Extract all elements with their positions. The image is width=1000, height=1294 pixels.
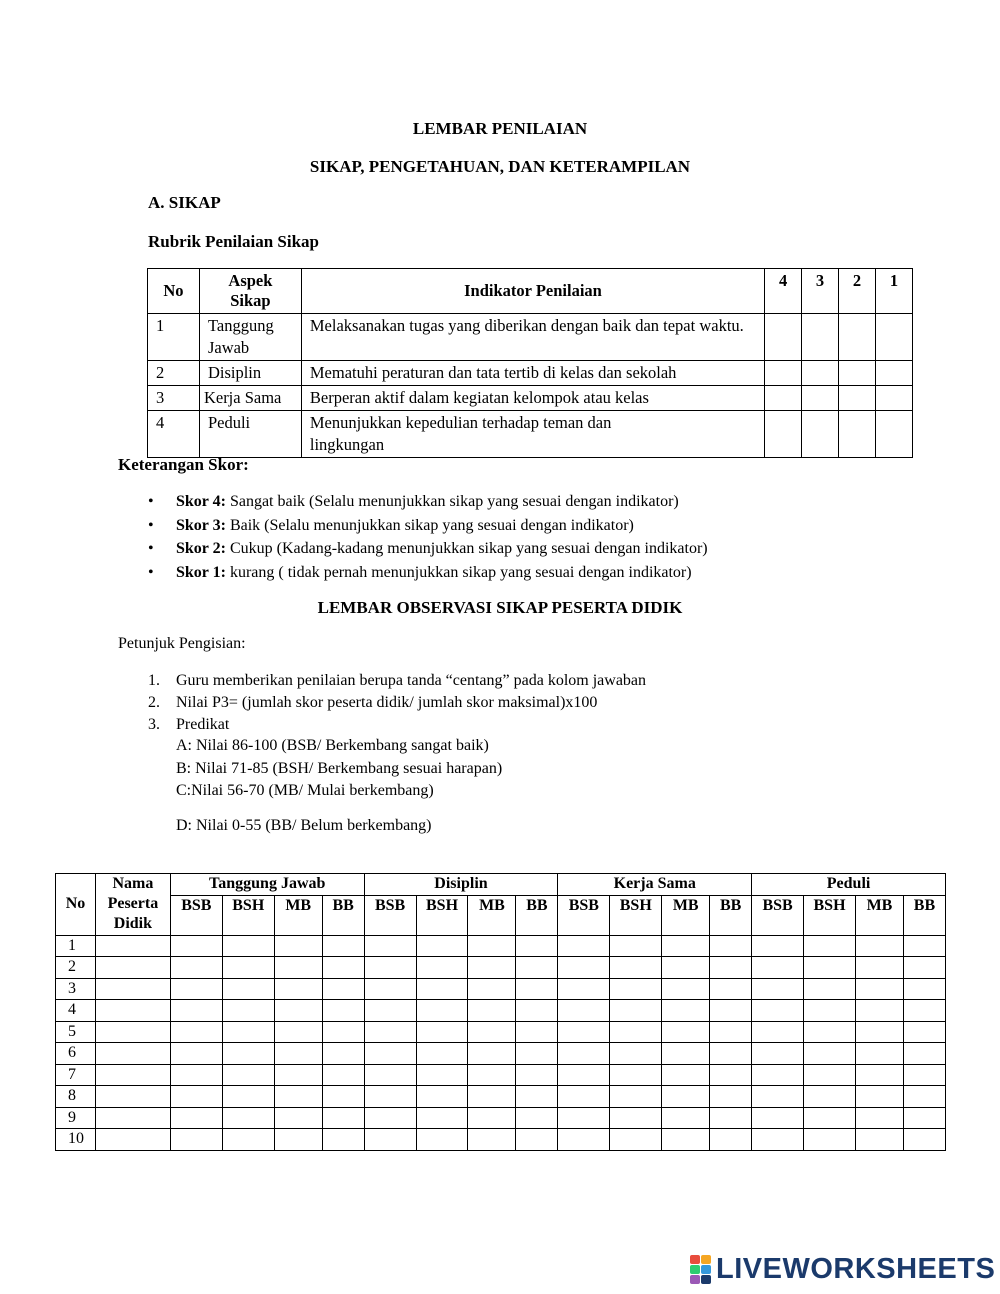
liveworksheets-logo bbox=[690, 1253, 995, 1285]
rubric-row bbox=[148, 386, 913, 411]
score-cell[interactable] bbox=[802, 314, 839, 361]
row-number: 5 bbox=[56, 1021, 96, 1043]
step-number: 2. bbox=[148, 694, 160, 711]
score-cell[interactable] bbox=[765, 411, 802, 458]
skor-label: Skor 3: bbox=[176, 516, 226, 534]
check-cell[interactable] bbox=[752, 935, 804, 957]
check-cell[interactable] bbox=[610, 1107, 662, 1129]
check-cell[interactable] bbox=[170, 1000, 222, 1022]
table-row bbox=[56, 978, 946, 1000]
obs-subheader: BSB bbox=[170, 895, 222, 935]
predikat-c: C:Nilai 56-70 (MB/ Mulai berkembang) bbox=[176, 782, 434, 799]
check-cell[interactable] bbox=[170, 957, 222, 979]
check-cell[interactable] bbox=[752, 1021, 804, 1043]
score-cell[interactable] bbox=[875, 361, 912, 386]
check-cell[interactable] bbox=[710, 1107, 752, 1129]
check-cell[interactable] bbox=[416, 1021, 468, 1043]
step-text: Guru memberikan penilaian berupa tanda “centang” pada kolom jawaban bbox=[176, 672, 647, 689]
obs-subheader: BB bbox=[710, 895, 752, 935]
check-cell[interactable] bbox=[855, 1043, 903, 1065]
rubric-title: Rubrik Penilaian Sikap bbox=[148, 232, 320, 251]
check-cell[interactable] bbox=[804, 957, 856, 979]
rubric-header-score-1: 1 bbox=[875, 269, 912, 314]
check-cell[interactable] bbox=[903, 1043, 945, 1065]
check-cell[interactable] bbox=[274, 957, 322, 979]
row-number: 2 bbox=[56, 957, 96, 979]
rubric-aspek: Disiplin bbox=[199, 361, 301, 386]
check-cell[interactable] bbox=[710, 1086, 752, 1108]
check-cell[interactable] bbox=[322, 1000, 364, 1022]
check-cell[interactable] bbox=[855, 1086, 903, 1108]
score-cell[interactable] bbox=[765, 361, 802, 386]
check-cell[interactable] bbox=[170, 1107, 222, 1129]
rubric-no: 1 bbox=[148, 314, 200, 361]
skor-label: Skor 2: bbox=[176, 540, 226, 557]
check-cell[interactable] bbox=[170, 1129, 222, 1151]
check-cell[interactable] bbox=[662, 1129, 710, 1151]
check-cell[interactable] bbox=[364, 957, 416, 979]
check-cell[interactable] bbox=[468, 1086, 516, 1108]
student-name-cell[interactable] bbox=[95, 978, 170, 1000]
check-cell[interactable] bbox=[170, 1021, 222, 1043]
obs-subheader: BSB bbox=[364, 895, 416, 935]
rubric-table bbox=[147, 268, 913, 458]
score-cell[interactable] bbox=[765, 314, 802, 361]
score-cell[interactable] bbox=[839, 314, 876, 361]
check-cell[interactable] bbox=[222, 1043, 274, 1065]
check-cell[interactable] bbox=[855, 935, 903, 957]
check-cell[interactable] bbox=[364, 1021, 416, 1043]
rubric-no: 3 bbox=[148, 386, 200, 411]
check-cell[interactable] bbox=[468, 957, 516, 979]
check-cell[interactable] bbox=[322, 1064, 364, 1086]
check-cell[interactable] bbox=[322, 978, 364, 1000]
score-cell[interactable] bbox=[875, 386, 912, 411]
obs-group-header: Kerja Sama bbox=[558, 874, 752, 896]
list-item: • Skor 1: kurang ( tidak pernah menunjukkan sikap yang sesuai dengan indikator) bbox=[148, 563, 692, 581]
predikat-d: D: Nilai 0-55 (BB/ Belum berkembang) bbox=[176, 817, 432, 834]
check-cell[interactable] bbox=[752, 1064, 804, 1086]
rubric-indikator: Berperan aktif dalam kegiatan kelompok atau kelas bbox=[301, 386, 764, 411]
check-cell[interactable] bbox=[222, 1064, 274, 1086]
student-name-cell[interactable] bbox=[95, 1043, 170, 1065]
step-text: Predikat bbox=[176, 716, 230, 733]
rubric-no: 4 bbox=[148, 411, 200, 458]
rubric-no: 2 bbox=[148, 361, 200, 386]
liveworksheets-logo-text: LIVEWORKSHEETS bbox=[716, 1252, 996, 1285]
check-cell[interactable] bbox=[322, 1086, 364, 1108]
skor-text: Cukup (Kadang-kadang menunjukkan sikap yang sesuai dengan indikator) bbox=[225, 540, 708, 557]
check-cell[interactable] bbox=[855, 957, 903, 979]
obs-subheader: BSB bbox=[752, 895, 804, 935]
list-item bbox=[148, 692, 646, 714]
rubric-indikator: Mematuhi peraturan dan tata tertib di kelas dan sekolah bbox=[301, 361, 764, 386]
check-cell[interactable] bbox=[752, 1086, 804, 1108]
check-cell[interactable] bbox=[364, 1086, 416, 1108]
check-cell[interactable] bbox=[468, 1064, 516, 1086]
table-row bbox=[56, 1107, 946, 1129]
check-cell[interactable] bbox=[752, 1043, 804, 1065]
table-row bbox=[56, 1064, 946, 1086]
rubric-aspek: Kerja Sama bbox=[199, 386, 301, 411]
obs-subheader: BSB bbox=[558, 895, 610, 935]
page-subtitle: SIKAP, PENGETAHUAN, DAN KETERAMPILAN bbox=[309, 157, 691, 176]
check-cell[interactable] bbox=[903, 1000, 945, 1022]
row-number: 7 bbox=[56, 1064, 96, 1086]
obs-subheader: BSH bbox=[610, 895, 662, 935]
check-cell[interactable] bbox=[170, 1043, 222, 1065]
check-cell[interactable] bbox=[468, 1021, 516, 1043]
check-cell[interactable] bbox=[710, 1064, 752, 1086]
score-cell[interactable] bbox=[839, 361, 876, 386]
check-cell[interactable] bbox=[903, 1064, 945, 1086]
check-cell[interactable] bbox=[903, 935, 945, 957]
step-text: Nilai P3= (jumlah skor peserta didik/ jumlah skor maksimal)x100 bbox=[176, 694, 598, 711]
table-row bbox=[56, 1086, 946, 1108]
check-cell[interactable] bbox=[274, 1129, 322, 1151]
check-cell[interactable] bbox=[322, 1043, 364, 1065]
check-cell[interactable] bbox=[752, 957, 804, 979]
list-item bbox=[148, 670, 646, 692]
student-name-cell[interactable] bbox=[95, 1107, 170, 1129]
table-row bbox=[56, 957, 946, 979]
check-cell[interactable] bbox=[274, 1086, 322, 1108]
table-row bbox=[56, 1129, 946, 1151]
obs-subheader: MB bbox=[274, 895, 322, 935]
check-cell[interactable] bbox=[610, 1021, 662, 1043]
skor-label: Skor 1: bbox=[176, 563, 226, 581]
check-cell[interactable] bbox=[170, 1064, 222, 1086]
check-cell[interactable] bbox=[222, 1129, 274, 1151]
check-cell[interactable] bbox=[558, 1043, 610, 1065]
liveworksheets-logo-icon bbox=[690, 1255, 712, 1283]
check-cell[interactable] bbox=[274, 1107, 322, 1129]
row-number: 4 bbox=[56, 1000, 96, 1022]
obs-subheader: MB bbox=[855, 895, 903, 935]
observation-table bbox=[55, 873, 946, 1151]
skor-text: Sangat baik (Selalu menunjukkan sikap yang sesuai dengan indikator) bbox=[225, 493, 679, 510]
table-row bbox=[56, 935, 946, 957]
obs-header-nama: Nama Peserta Didik bbox=[95, 874, 170, 936]
check-cell[interactable] bbox=[468, 978, 516, 1000]
score-cell[interactable] bbox=[875, 411, 912, 458]
check-cell[interactable] bbox=[222, 1021, 274, 1043]
check-cell[interactable] bbox=[558, 1000, 610, 1022]
check-cell[interactable] bbox=[274, 1043, 322, 1065]
check-cell[interactable] bbox=[752, 978, 804, 1000]
rubric-aspek: Tanggung Jawab bbox=[199, 314, 301, 361]
check-cell[interactable] bbox=[804, 978, 856, 1000]
rubric-header-no: No bbox=[148, 269, 200, 314]
check-cell[interactable] bbox=[416, 978, 468, 1000]
obs-subheader: MB bbox=[662, 895, 710, 935]
check-cell[interactable] bbox=[804, 1021, 856, 1043]
check-cell[interactable] bbox=[468, 1129, 516, 1151]
student-name-cell[interactable] bbox=[95, 1000, 170, 1022]
check-cell[interactable] bbox=[903, 957, 945, 979]
obs-subheader: BSH bbox=[804, 895, 856, 935]
check-cell[interactable] bbox=[416, 957, 468, 979]
check-cell[interactable] bbox=[222, 1000, 274, 1022]
check-cell[interactable] bbox=[610, 978, 662, 1000]
check-cell[interactable] bbox=[855, 1021, 903, 1043]
check-cell[interactable] bbox=[710, 1000, 752, 1022]
check-cell[interactable] bbox=[804, 1086, 856, 1108]
check-cell[interactable] bbox=[274, 935, 322, 957]
skor-text: Baik (Selalu menunjukkan sikap yang sesuai dengan indikator) bbox=[225, 516, 634, 534]
check-cell[interactable] bbox=[468, 1000, 516, 1022]
step-number: 3. bbox=[148, 716, 160, 733]
check-cell[interactable] bbox=[662, 957, 710, 979]
check-cell[interactable] bbox=[416, 1064, 468, 1086]
check-cell[interactable] bbox=[558, 978, 610, 1000]
check-cell[interactable] bbox=[752, 1000, 804, 1022]
list-item: • Skor 2: Cukup (Kadang-kadang menunjukkan sikap yang sesuai dengan indikator) bbox=[148, 540, 708, 557]
check-cell[interactable] bbox=[416, 1000, 468, 1022]
keterangan-title: Keterangan Skor: bbox=[118, 455, 249, 474]
check-cell[interactable] bbox=[416, 1107, 468, 1129]
table-row bbox=[56, 1000, 946, 1022]
check-cell[interactable] bbox=[558, 1021, 610, 1043]
skor-label: Skor 4: bbox=[176, 493, 226, 510]
skor-text: kurang ( tidak pernah menunjukkan sikap yang sesuai dengan indikator) bbox=[225, 563, 692, 581]
rubric-header-score-2: 2 bbox=[839, 269, 876, 314]
check-cell[interactable] bbox=[610, 1043, 662, 1065]
obs-subheader: BSH bbox=[416, 895, 468, 935]
check-cell[interactable] bbox=[416, 935, 468, 957]
check-cell[interactable] bbox=[170, 1086, 222, 1108]
check-cell[interactable] bbox=[516, 1043, 558, 1065]
check-cell[interactable] bbox=[710, 1129, 752, 1151]
check-cell[interactable] bbox=[662, 1021, 710, 1043]
list-item: • Skor 3: Baik (Selalu menunjukkan sikap yang sesuai dengan indikator) bbox=[148, 516, 634, 534]
rubric-header-score-4: 4 bbox=[765, 269, 802, 314]
student-name-cell[interactable] bbox=[95, 1129, 170, 1151]
table-row bbox=[56, 1021, 946, 1043]
check-cell[interactable] bbox=[222, 1107, 274, 1129]
obs-subheader: BSH bbox=[222, 895, 274, 935]
obs-header-no: No bbox=[56, 874, 96, 936]
rubric-row bbox=[148, 314, 913, 361]
score-cell[interactable] bbox=[802, 361, 839, 386]
rubric-header-indikator: Indikator Penilaian bbox=[301, 269, 764, 314]
rubric-header-score-3: 3 bbox=[802, 269, 839, 314]
check-cell[interactable] bbox=[516, 1129, 558, 1151]
check-cell[interactable] bbox=[610, 1000, 662, 1022]
petunjuk-label: Petunjuk Pengisian: bbox=[118, 635, 246, 652]
rubric-row bbox=[148, 411, 913, 458]
check-cell[interactable] bbox=[274, 1064, 322, 1086]
check-cell[interactable] bbox=[662, 1064, 710, 1086]
check-cell[interactable] bbox=[364, 1000, 416, 1022]
keterangan-list bbox=[148, 490, 708, 584]
check-cell[interactable] bbox=[516, 978, 558, 1000]
check-cell[interactable] bbox=[364, 1043, 416, 1065]
check-cell[interactable] bbox=[662, 978, 710, 1000]
check-cell[interactable] bbox=[558, 957, 610, 979]
obs-group-header: Tanggung Jawab bbox=[170, 874, 364, 896]
score-cell[interactable] bbox=[839, 386, 876, 411]
obs-subheader: BB bbox=[516, 895, 558, 935]
check-cell[interactable] bbox=[222, 978, 274, 1000]
obs-subheader: BB bbox=[322, 895, 364, 935]
check-cell[interactable] bbox=[416, 1043, 468, 1065]
step-number: 1. bbox=[148, 672, 160, 689]
check-cell[interactable] bbox=[364, 1064, 416, 1086]
rubric-row bbox=[148, 361, 913, 386]
check-cell[interactable] bbox=[416, 1086, 468, 1108]
student-name-cell[interactable] bbox=[95, 1021, 170, 1043]
observasi-title: LEMBAR OBSERVASI SIKAP PESERTA DIDIK bbox=[317, 598, 683, 617]
check-cell[interactable] bbox=[558, 935, 610, 957]
check-cell[interactable] bbox=[274, 1000, 322, 1022]
check-cell[interactable] bbox=[558, 1129, 610, 1151]
check-cell[interactable] bbox=[322, 935, 364, 957]
obs-subheader: MB bbox=[468, 895, 516, 935]
check-cell[interactable] bbox=[855, 1107, 903, 1129]
check-cell[interactable] bbox=[903, 1021, 945, 1043]
petunjuk-list bbox=[148, 670, 646, 736]
page-title: LEMBAR PENILAIAN bbox=[412, 119, 588, 138]
check-cell[interactable] bbox=[662, 935, 710, 957]
check-cell[interactable] bbox=[364, 935, 416, 957]
score-cell[interactable] bbox=[802, 411, 839, 458]
check-cell[interactable] bbox=[274, 1021, 322, 1043]
list-item: • Skor 4: Sangat baik (Selalu menunjukkan sikap yang sesuai dengan indikator) bbox=[148, 493, 679, 510]
predikat-a: A: Nilai 86-100 (BSB/ Berkembang sangat baik) bbox=[176, 737, 489, 754]
row-number: 9 bbox=[56, 1107, 96, 1129]
row-number: 10 bbox=[56, 1129, 96, 1151]
check-cell[interactable] bbox=[903, 1086, 945, 1108]
list-item bbox=[148, 714, 646, 736]
check-cell[interactable] bbox=[364, 1107, 416, 1129]
check-cell[interactable] bbox=[610, 935, 662, 957]
score-cell[interactable] bbox=[802, 386, 839, 411]
check-cell[interactable] bbox=[804, 935, 856, 957]
check-cell[interactable] bbox=[516, 1064, 558, 1086]
check-cell[interactable] bbox=[516, 1086, 558, 1108]
check-cell[interactable] bbox=[662, 1086, 710, 1108]
check-cell[interactable] bbox=[322, 1129, 364, 1151]
check-cell[interactable] bbox=[558, 1064, 610, 1086]
student-name-cell[interactable] bbox=[95, 935, 170, 957]
student-name-cell[interactable] bbox=[95, 1086, 170, 1108]
check-cell[interactable] bbox=[610, 957, 662, 979]
check-cell[interactable] bbox=[516, 935, 558, 957]
rubric-header-aspek: Aspek Sikap bbox=[199, 269, 301, 314]
check-cell[interactable] bbox=[710, 1043, 752, 1065]
check-cell[interactable] bbox=[468, 935, 516, 957]
check-cell[interactable] bbox=[322, 957, 364, 979]
table-row bbox=[56, 1043, 946, 1065]
check-cell[interactable] bbox=[516, 1000, 558, 1022]
obs-subheader: BB bbox=[903, 895, 945, 935]
predikat-b: B: Nilai 71-85 (BSH/ Berkembang sesuai harapan) bbox=[176, 760, 503, 777]
check-cell[interactable] bbox=[468, 1107, 516, 1129]
check-cell[interactable] bbox=[855, 1064, 903, 1086]
obs-group-header: Peduli bbox=[752, 874, 946, 896]
check-cell[interactable] bbox=[855, 1129, 903, 1151]
check-cell[interactable] bbox=[558, 1107, 610, 1129]
rubric-indikator: Melaksanakan tugas yang diberikan dengan baik dan tepat waktu. bbox=[301, 314, 764, 361]
check-cell[interactable] bbox=[416, 1129, 468, 1151]
score-cell[interactable] bbox=[839, 411, 876, 458]
student-name-cell[interactable] bbox=[95, 957, 170, 979]
check-cell[interactable] bbox=[710, 957, 752, 979]
check-cell[interactable] bbox=[222, 935, 274, 957]
check-cell[interactable] bbox=[752, 1107, 804, 1129]
check-cell[interactable] bbox=[516, 957, 558, 979]
check-cell[interactable] bbox=[752, 1129, 804, 1151]
check-cell[interactable] bbox=[903, 1129, 945, 1151]
student-name-cell[interactable] bbox=[95, 1064, 170, 1086]
check-cell[interactable] bbox=[710, 978, 752, 1000]
obs-group-header: Disiplin bbox=[364, 874, 558, 896]
check-cell[interactable] bbox=[804, 1107, 856, 1129]
row-number: 1 bbox=[56, 935, 96, 957]
check-cell[interactable] bbox=[903, 978, 945, 1000]
score-cell[interactable] bbox=[875, 314, 912, 361]
check-cell[interactable] bbox=[662, 1000, 710, 1022]
check-cell[interactable] bbox=[804, 1043, 856, 1065]
rubric-indikator: Menunjukkan kepedulian terhadap teman dan lingkungan bbox=[301, 411, 764, 458]
row-number: 8 bbox=[56, 1086, 96, 1108]
check-cell[interactable] bbox=[222, 957, 274, 979]
check-cell[interactable] bbox=[364, 978, 416, 1000]
check-cell[interactable] bbox=[468, 1043, 516, 1065]
check-cell[interactable] bbox=[322, 1107, 364, 1129]
check-cell[interactable] bbox=[516, 1021, 558, 1043]
check-cell[interactable] bbox=[710, 1021, 752, 1043]
check-cell[interactable] bbox=[804, 1129, 856, 1151]
check-cell[interactable] bbox=[855, 978, 903, 1000]
row-number: 3 bbox=[56, 978, 96, 1000]
check-cell[interactable] bbox=[364, 1129, 416, 1151]
check-cell[interactable] bbox=[804, 1064, 856, 1086]
check-cell[interactable] bbox=[804, 1000, 856, 1022]
check-cell[interactable] bbox=[610, 1129, 662, 1151]
check-cell[interactable] bbox=[222, 1086, 274, 1108]
check-cell[interactable] bbox=[662, 1043, 710, 1065]
check-cell[interactable] bbox=[170, 978, 222, 1000]
check-cell[interactable] bbox=[322, 1021, 364, 1043]
score-cell[interactable] bbox=[765, 386, 802, 411]
check-cell[interactable] bbox=[274, 978, 322, 1000]
check-cell[interactable] bbox=[170, 935, 222, 957]
check-cell[interactable] bbox=[903, 1107, 945, 1129]
check-cell[interactable] bbox=[662, 1107, 710, 1129]
check-cell[interactable] bbox=[516, 1107, 558, 1129]
row-number: 6 bbox=[56, 1043, 96, 1065]
check-cell[interactable] bbox=[610, 1064, 662, 1086]
rubric-aspek: Peduli bbox=[199, 411, 301, 458]
section-heading: A. SIKAP bbox=[148, 193, 221, 212]
check-cell[interactable] bbox=[558, 1086, 610, 1108]
check-cell[interactable] bbox=[855, 1000, 903, 1022]
check-cell[interactable] bbox=[610, 1086, 662, 1108]
check-cell[interactable] bbox=[710, 935, 752, 957]
